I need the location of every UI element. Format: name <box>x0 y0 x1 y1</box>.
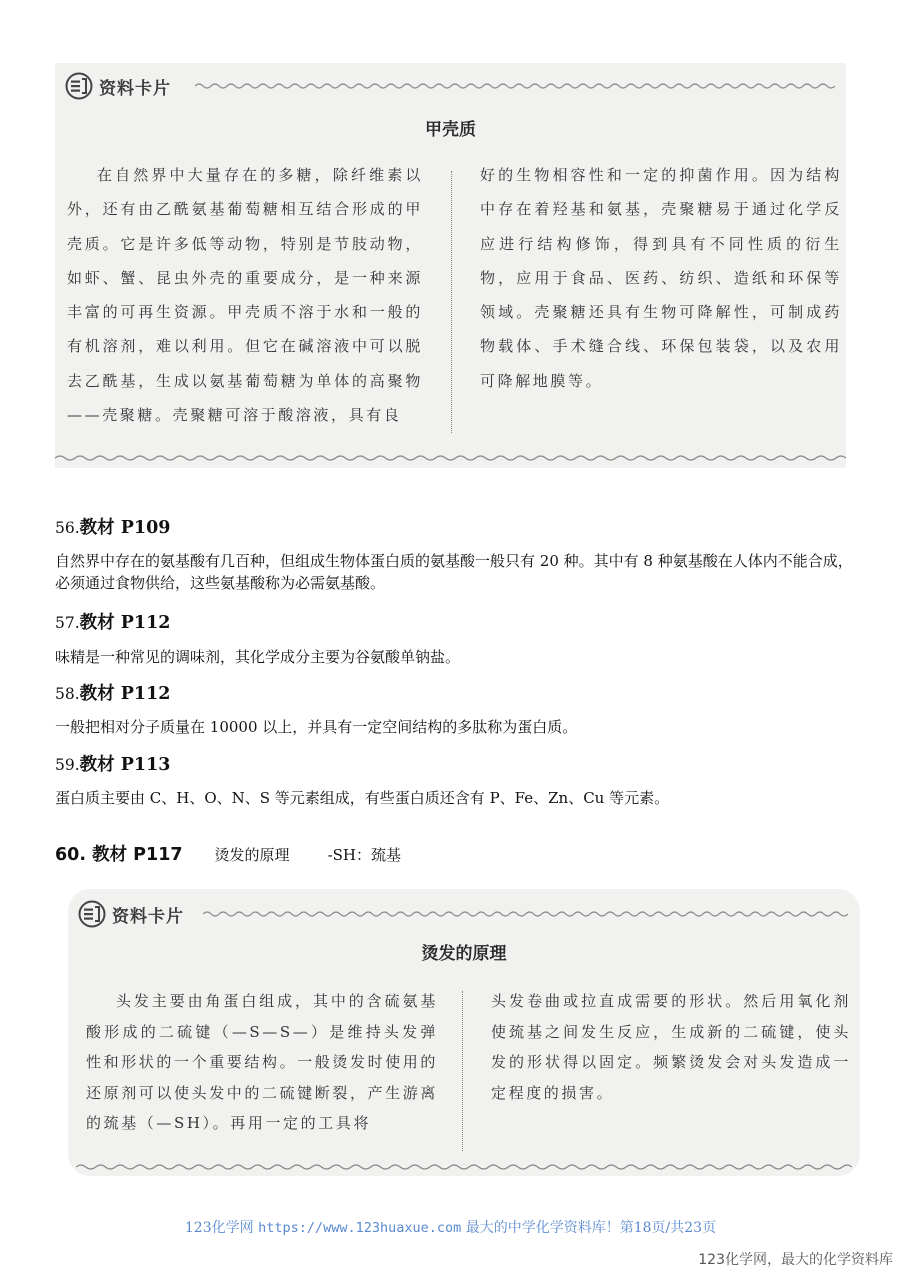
page-footer <box>0 1217 901 1237</box>
item-body-59: 蛋白质主要由 C、H、O、N、S 等元素组成，有些蛋白质还含有 P、Fe、Zn、Cu 等元素。 <box>55 789 670 807</box>
card-text-right: 好的生物相容性和一定的抑菌作用。因为结构中存在着羟基和氨基，壳聚糖易于通过化学反应进行结构修饰，得到具有不同性质的衍生物，应用于食品、医药、纺织、造纸和环保等领域。壳聚糖还具有生物可降解性，可制成药物载体、手术缝合线、环保包装袋，以及农用可降解地膜等。 <box>480 166 842 390</box>
book-icon <box>65 72 93 100</box>
card-text-left: 头发主要由角蛋白组成，其中的含硫氨基酸形成的二硫键（—S—S—）是维持头发弹性和形状的一个重要结构。一般烫发时使用的还原剂可以使头发中的二硫键断裂，产生游离的巯基（—SH）。再用一定的工具将 <box>86 992 439 1132</box>
item-heading-57: 57.教材 P112 <box>55 613 171 633</box>
card-text-right: 头发卷曲或拉直成需要的形状。然后用氧化剂使巯基之间发生反应，生成新的二硫键，使头发的形状得以固定。频繁烫发会对头发造成一定程度的损害。 <box>491 992 851 1102</box>
footer-site: 123化学网 <box>184 1220 254 1236</box>
card-header <box>78 899 184 929</box>
watermark: 123化学网，最大的化学资料库 <box>698 1252 893 1268</box>
card-text-left: 在自然界中大量存在的多糖，除纤维素以外，还有由乙酰氨基葡萄糖相互结合形成的甲壳质。它是许多低等动物，特别是节肢动物，如虾、蟹、昆虫外壳的重要成分，是一种来源丰富的可再生资源。甲壳质不溶于水和一般的有机溶剂，难以利用。但它在碱溶液中可以脱去乙酰基，生成以氨基葡萄糖为单体的高聚物——壳聚糖。壳聚糖可溶于酸溶液，具有良 <box>67 166 423 425</box>
info-card-chitin <box>55 63 846 468</box>
card-header-label: 资料卡片 <box>99 78 171 99</box>
item-heading-56: 56.教材 P109 <box>55 518 171 538</box>
item-heading-58: 58.教材 P112 <box>55 684 171 704</box>
item-heading-59: 59.教材 P113 <box>55 755 171 775</box>
wavy-divider <box>195 81 835 91</box>
card-header <box>65 71 171 101</box>
column-divider <box>451 171 452 433</box>
footer-slogan: 最大的中学化学资料库！第18页/共23页 <box>465 1220 717 1236</box>
wavy-border-bottom <box>76 1162 852 1172</box>
item-body-56: 自然界中存在的氨基酸有几百种，但组成生物体蛋白质的氨基酸一般只有 20 种。其中有 8 种氨基酸在人体内不能合成，必须通过食物供给，这些氨基酸称为必需氨基酸。 <box>55 552 853 592</box>
card-title: 烫发的原理 <box>421 944 507 964</box>
wavy-border-bottom <box>55 453 846 463</box>
item-body-57: 味精是一种常见的调味剂，其化学成分主要为谷氨酸单钠盐。 <box>55 648 461 666</box>
item-60-note: -SH：巯基 <box>327 846 401 864</box>
item-60-topic: 烫发的原理 <box>214 846 290 864</box>
footer-url-link[interactable]: https://www.123huaxue.com <box>258 1220 462 1236</box>
item-heading-60: 60. 教材 P117 烫发的原理 -SH：巯基 <box>55 845 401 865</box>
column-divider <box>462 991 463 1151</box>
info-card-perm <box>68 889 860 1176</box>
book-icon <box>78 900 106 928</box>
item-body-58: 一般把相对分子质量在 10000 以上，并具有一定空间结构的多肽称为蛋白质。 <box>55 718 578 736</box>
card-header-label: 资料卡片 <box>112 906 184 927</box>
card-title: 甲壳质 <box>425 120 476 140</box>
wavy-divider <box>203 909 848 919</box>
